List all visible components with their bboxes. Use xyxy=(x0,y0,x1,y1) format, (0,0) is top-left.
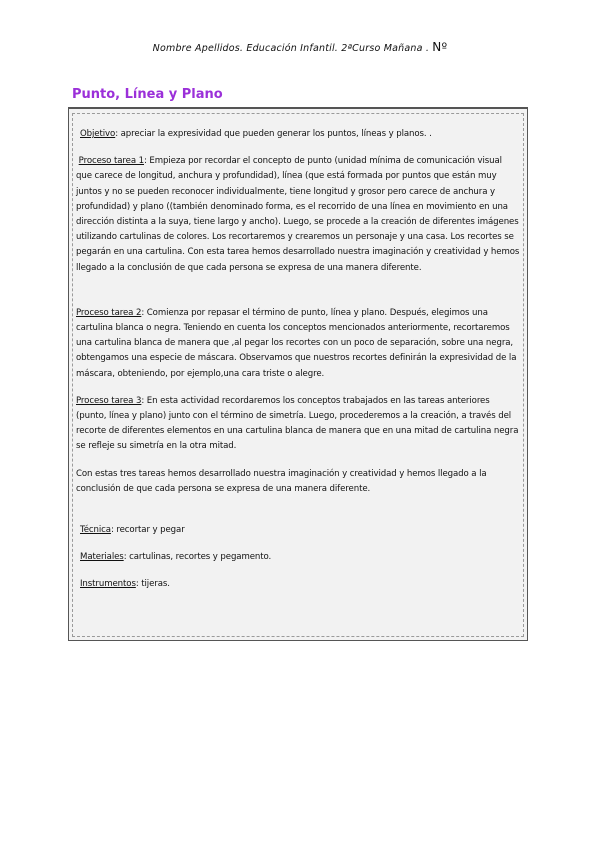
tarea1-text: : Empieza por recordar el concepto de punto (unidad mínima de comunicación visual que carece de longitud, anchura y profundidad), línea (que está formada por puntos que están muy juntos y no se pueden reconocer individualmente, tiene longitud y grosor pero carece de anchura y profundidad) y plano ((también denominado forma, es el recorrido de una línea en movimiento en una dirección distinta a la suya, tiene largo y ancho). Luego, se procede a la creación de diferentes imágenes utilizando cartulinas de colores. Los recortaremos y crearemos un personaje y una casa. Los recortes se pegarán en una cartulina. Con esta tarea hemos desarrollado nuestra imaginación y creatividad y hemos llegado a la conclusión de que cada persona se expresa de una manera diferente. xyxy=(76,156,520,273)
tarea2-text: : Comienza por repasar el término de punto, línea y plano. Después, elegimos una cartulina blanca o negra. Teniendo en cuenta los conceptos mencionados anteriormente, recortaremos una cartulina blanca de manera que ,al pegar los recortes con un poco de separación, sobre una negra, obtengamos una especie de máscara. Observamos que nuestros recortes definirán la expresividad de la máscara, obteniendo, por ejemplo,una cara triste o alegre. xyxy=(76,307,517,379)
tecnica-label: Técnica xyxy=(80,525,111,536)
materiales-text: : cartulinas, recortes y pegamento. xyxy=(123,552,272,563)
materiales-label: Materiales xyxy=(80,552,124,563)
tarea1-label: Proceso tarea 1 xyxy=(78,156,144,167)
objetivo-paragraph xyxy=(76,127,520,142)
tarea1-paragraph xyxy=(76,154,520,276)
tarea3-paragraph xyxy=(76,394,520,455)
document-title: Punto, Línea y Plano xyxy=(72,87,223,102)
header-number: Nº xyxy=(432,40,448,54)
tecnica-paragraph xyxy=(76,523,520,538)
objetivo-label: Objetivo xyxy=(80,129,116,139)
tarea2-paragraph xyxy=(76,306,520,382)
tarea2-label: Proceso tarea 2 xyxy=(76,307,142,318)
instrumentos-label: Instrumentos xyxy=(80,579,136,590)
tecnica-text: : recortar y pegar xyxy=(110,525,185,536)
page-header xyxy=(0,40,600,54)
conclusion-paragraph: Con estas tres tareas hemos desarrollado nuestra imaginación y creatividad y hemos llegado a la conclusión de que cada persona se expresa de una manera diferente. xyxy=(76,468,487,494)
tarea3-text: : En esta actividad recordaremos los conceptos trabajados en las tareas anteriores (punto, línea y plano) junto con el término de simetría. Luego, procederemos a la creación, a través del recorte de diferentes elementos en una cartulina blanca de manera que en una mitad de cartulina negra se refleje su simetría en la otra mitad. xyxy=(76,395,519,452)
content-box xyxy=(68,107,528,641)
tarea3-label: Proceso tarea 3 xyxy=(76,395,142,406)
instrumentos-paragraph xyxy=(76,577,520,592)
materiales-paragraph xyxy=(76,550,520,565)
objetivo-text: : apreciar la expresividad que pueden generar los puntos, líneas y planos. . xyxy=(115,129,432,139)
instrumentos-text: : tijeras. xyxy=(135,579,170,590)
content-inner xyxy=(72,113,524,637)
header-text: Nombre Apellidos. Educación Infantil. 2ªCurso Mañana . xyxy=(152,43,430,54)
